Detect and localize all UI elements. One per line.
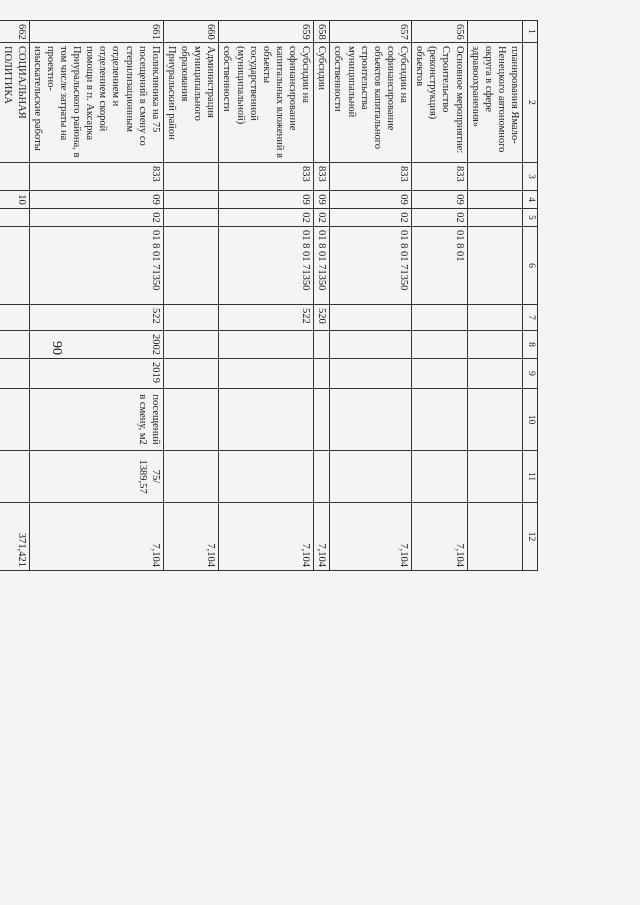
table-cell-c2: СОЦИАЛЬНАЯ ПОЛИТИКА (0, 43, 29, 163)
table-cell-c7 (330, 305, 412, 331)
table-cell-c3: 833 (314, 163, 330, 191)
table-cell-c5 (163, 209, 219, 227)
header-cell: 12 (523, 503, 538, 571)
table-cell-c8 (330, 331, 412, 359)
table-cell-c10 (219, 389, 314, 451)
table-cell-c5: 02 (314, 209, 330, 227)
table-cell-c7 (0, 305, 29, 331)
table-cell-c10 (412, 389, 468, 451)
budget-sheet (2, 20, 538, 570)
table-cell-c4: 09 (412, 191, 468, 209)
table-row (219, 21, 314, 571)
page-number: 90 (49, 341, 64, 355)
header-cell: 4 (523, 191, 538, 209)
table-cell-c11 (0, 451, 29, 503)
table-cell-c5 (467, 209, 523, 227)
table-row (314, 21, 330, 571)
table-cell-c9 (467, 359, 523, 389)
header-cell: 2 (523, 43, 538, 163)
table-cell-c3 (0, 163, 29, 191)
table-cell-c12 (467, 503, 523, 571)
header-cell: 10 (523, 389, 538, 451)
table-cell-c9 (0, 359, 29, 389)
table-cell-c3: 833 (29, 163, 163, 191)
header-cell: 3 (523, 163, 538, 191)
table-cell-c1: 658 (314, 21, 330, 43)
table-cell-c6 (0, 227, 29, 305)
table-cell-c6: 01 8 01 71350 (330, 227, 412, 305)
table-cell-c11 (314, 451, 330, 503)
table-cell-c5: 02 (412, 209, 468, 227)
table-row (330, 21, 412, 571)
header-cell: 5 (523, 209, 538, 227)
table-cell-c5: 02 (29, 209, 163, 227)
table-cell-c1: 657 (330, 21, 412, 43)
table-cell-c6: 01 8 01 (412, 227, 468, 305)
table-cell-c4: 10 (0, 191, 29, 209)
table-cell-c7 (412, 305, 468, 331)
table-cell-c4: 09 (314, 191, 330, 209)
table-cell-c11: 75/ 1389,57 (29, 451, 163, 503)
table-cell-c12: 7,104 (29, 503, 163, 571)
table-cell-c5: 02 (219, 209, 314, 227)
table-cell-c6: 01 8 01 71350 (314, 227, 330, 305)
table-cell-c12: 371,421 (0, 503, 29, 571)
table-cell-c5 (0, 209, 29, 227)
table-cell-c10 (163, 389, 219, 451)
table-cell-c10 (314, 389, 330, 451)
table-cell-c1: 660 (163, 21, 219, 43)
table-cell-c4 (163, 191, 219, 209)
table-cell-c7: 522 (29, 305, 163, 331)
table-cell-c4 (467, 191, 523, 209)
table-cell-c7 (163, 305, 219, 331)
table-cell-c10 (0, 389, 29, 451)
table-cell-c5: 02 (330, 209, 412, 227)
table-cell-c12: 7,104 (330, 503, 412, 571)
table-cell-c8 (0, 331, 29, 359)
table-cell-c7: 520 (314, 305, 330, 331)
table-cell-c8 (314, 331, 330, 359)
header-cell: 6 (523, 227, 538, 305)
header-cell: 8 (523, 331, 538, 359)
table-cell-c10: посещений в смену, м2 (29, 389, 163, 451)
table-cell-c6 (163, 227, 219, 305)
table-cell-c9 (163, 359, 219, 389)
table-cell-c10 (467, 389, 523, 451)
table-cell-c9 (314, 359, 330, 389)
table-cell-c8 (412, 331, 468, 359)
table-cell-c11 (219, 451, 314, 503)
rotated-page (2, 20, 538, 570)
table-cell-c12: 7,104 (219, 503, 314, 571)
budget-table (0, 20, 538, 571)
table-cell-c3 (467, 163, 523, 191)
table-cell-c1 (467, 21, 523, 43)
table-row (412, 21, 468, 571)
table-cell-c11 (163, 451, 219, 503)
table-cell-c2: Субсидии на софинансирование объектов капитального строительства муниципальной собственности (330, 43, 412, 163)
header-cell: 7 (523, 305, 538, 331)
table-cell-c6: 01 8 01 71350 (29, 227, 163, 305)
table-cell-c8 (467, 331, 523, 359)
table-body (0, 21, 523, 571)
table-cell-c8: 2002 (29, 331, 163, 359)
header-cell: 11 (523, 451, 538, 503)
table-cell-c9: 2019 (29, 359, 163, 389)
table-cell-c10 (330, 389, 412, 451)
table-cell-c9 (219, 359, 314, 389)
table-cell-c1: 662 (0, 21, 29, 43)
table-cell-c2: Поликлиника на 75 посещений в смену со стерилизационным отделением и отделением скорой помощи в п. Аксарка Приуральского района, в том числе затраты на проектно-изыскательские работы (29, 43, 163, 163)
header-row (523, 21, 538, 571)
table-cell-c1: 656 (412, 21, 468, 43)
table-cell-c8 (163, 331, 219, 359)
table-cell-c12: 7,104 (314, 503, 330, 571)
table-cell-c12: 7,104 (412, 503, 468, 571)
table-cell-c2: Администрация муниципального образования Приуральский район (163, 43, 219, 163)
table-cell-c11 (330, 451, 412, 503)
table-cell-c9 (330, 359, 412, 389)
table-row (163, 21, 219, 571)
table-cell-c4: 09 (219, 191, 314, 209)
table-cell-c3 (163, 163, 219, 191)
table-cell-c2: Субсидии (314, 43, 330, 163)
table-cell-c2: Субсидии на софинансирование капитальных вложений в объекты государственной (муниципальной) собственности (219, 43, 314, 163)
table-cell-c7: 522 (219, 305, 314, 331)
table-cell-c7 (467, 305, 523, 331)
table-cell-c4: 09 (29, 191, 163, 209)
table-cell-c4: 09 (330, 191, 412, 209)
table-cell-c3: 833 (412, 163, 468, 191)
table-cell-c11 (412, 451, 468, 503)
table-cell-c3: 833 (330, 163, 412, 191)
table-cell-c11 (467, 451, 523, 503)
header-cell: 9 (523, 359, 538, 389)
table-cell-c12: 7,104 (163, 503, 219, 571)
table-cell-c1: 659 (219, 21, 314, 43)
table-row (467, 21, 523, 571)
table-cell-c1: 661 (29, 21, 163, 43)
table-cell-c2: Основное мероприятие: Строительство (реконструкция) объектов (412, 43, 468, 163)
table-cell-c9 (412, 359, 468, 389)
table-cell-c6 (467, 227, 523, 305)
table-cell-c2: планирования Ямало-Ненецкого автономного округа в сфере здравоохранения» (467, 43, 523, 163)
table-row (0, 21, 29, 571)
table-cell-c8 (219, 331, 314, 359)
header-cell: 1 (523, 21, 538, 43)
table-cell-c6: 01 8 01 71350 (219, 227, 314, 305)
table-row (29, 21, 163, 571)
table-cell-c3: 833 (219, 163, 314, 191)
